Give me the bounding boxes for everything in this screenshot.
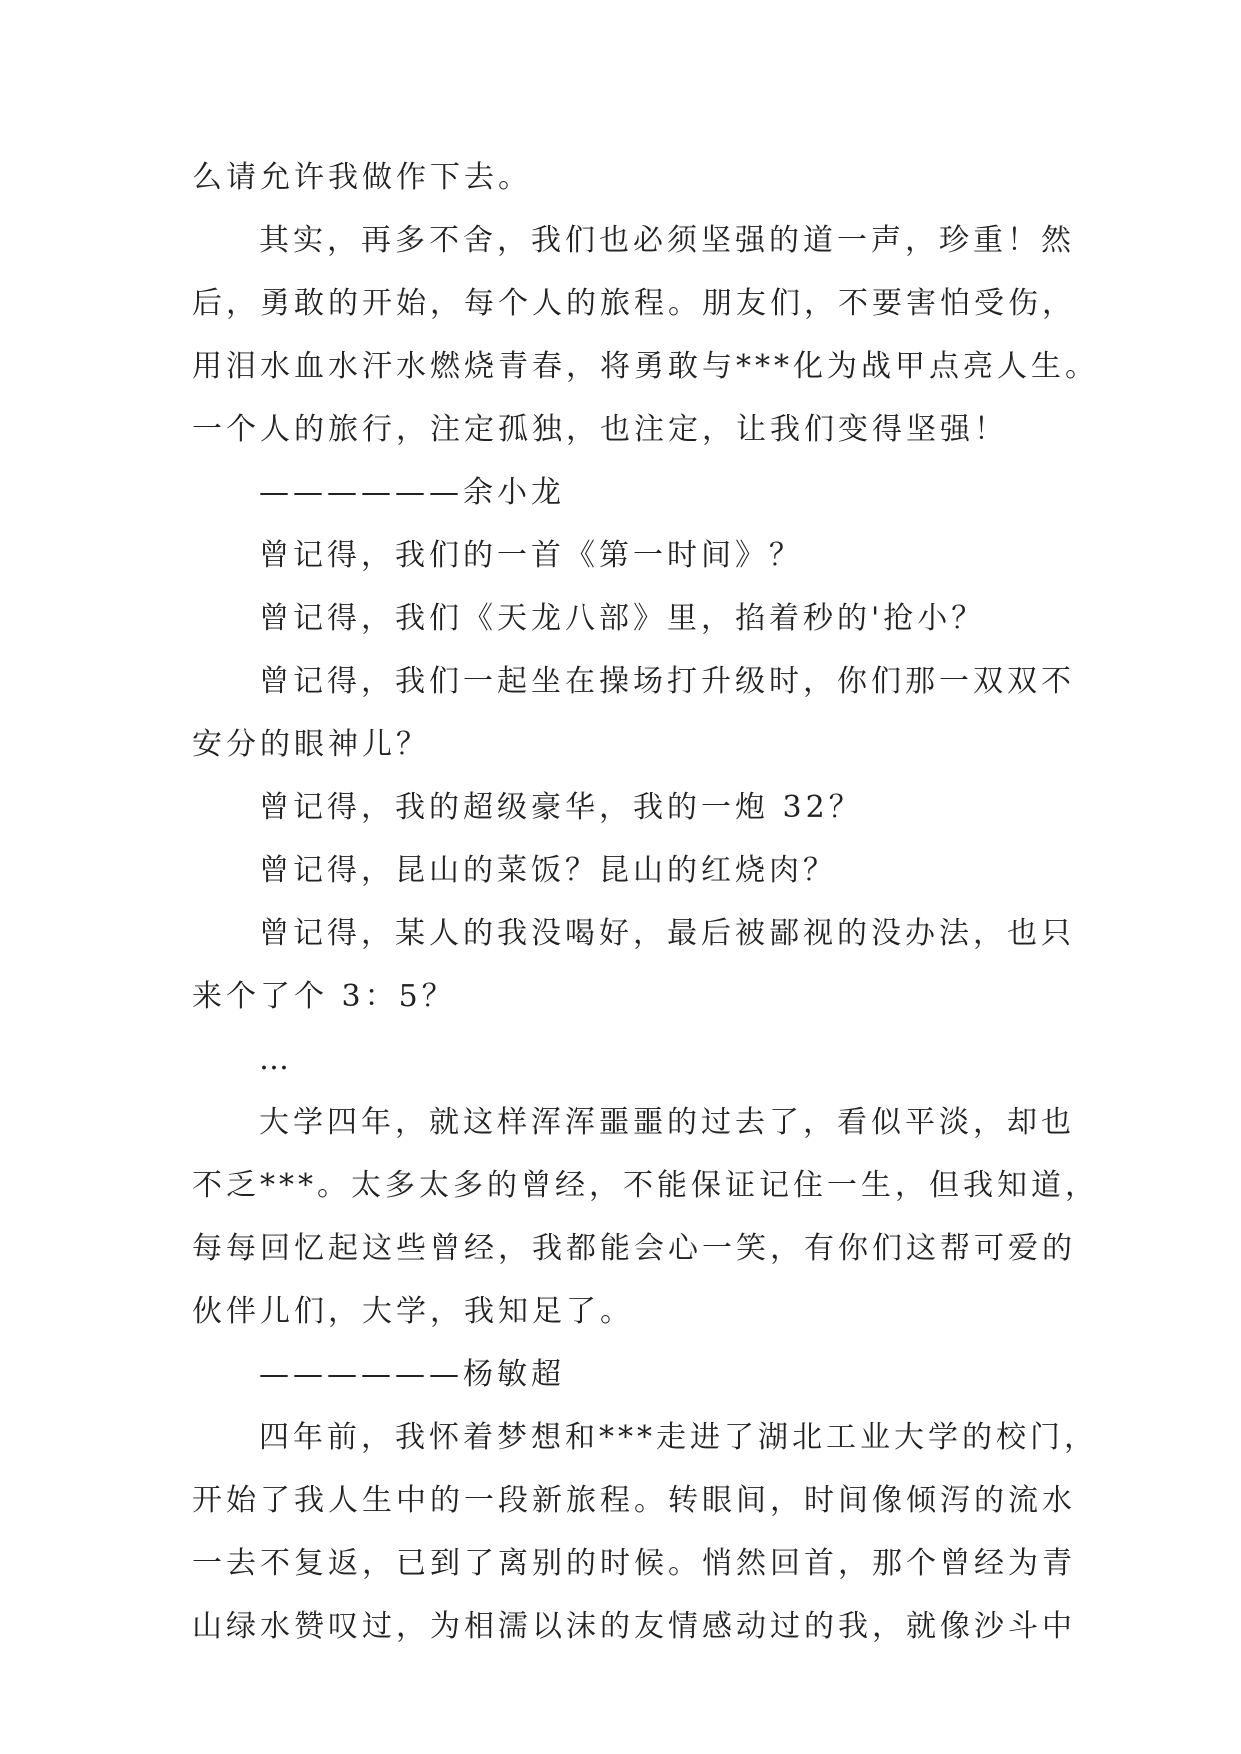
- text-line: 四年前，我怀着梦想和***走进了湖北工业大学的校门，: [259, 1420, 1098, 1455]
- ellipsis-line: …: [259, 1042, 293, 1077]
- text-line: 曾记得，我们《天龙八部》里，掐着秒的'抢小？: [259, 601, 986, 636]
- text-line: 曾记得，某人的我没喝好，最后被鄙视的没办法，也只: [259, 916, 1075, 951]
- text-line: 其实，再多不舍，我们也必须坚强的道一声，珍重！然: [259, 223, 1075, 258]
- author-signature: ——————余小龙: [259, 475, 565, 510]
- text-line: 后，勇敢的开始，每个人的旅程。朋友们，不要害怕受伤，: [192, 286, 1076, 321]
- text-line: 么请允许我做作下去。: [192, 160, 532, 195]
- text-line: 曾记得，昆山的菜饭？昆山的红烧肉？: [259, 853, 837, 888]
- text-line: 来个了个 3：5？: [192, 979, 456, 1014]
- text-line: 一个人的旅行，注定孤独，也注定，让我们变得坚强！: [192, 412, 1008, 447]
- text-line: 伙伴儿们，大学，我知足了。: [192, 1294, 634, 1329]
- text-line: 开始了我人生中的一段新旅程。转眼间，时间像倾泻的流水: [192, 1483, 1076, 1518]
- text-line: 安分的眼神儿？: [192, 727, 430, 762]
- text-line: 山绿水赞叹过，为相濡以沫的友情感动过的我，就像沙斗中: [192, 1609, 1076, 1644]
- author-signature: ——————杨敏超: [259, 1357, 565, 1392]
- text-line: 曾记得，我的超级豪华，我的一炮 32？: [259, 790, 863, 825]
- text-line: 一去不复返，已到了离别的时候。悄然回首，那个曾经为青: [192, 1546, 1076, 1581]
- document-body: [192, 146, 1099, 1658]
- text-line: 曾记得，我们一起坐在操场打升级时，你们那一双双不: [259, 664, 1075, 699]
- text-line: 每每回忆起这些曾经，我都能会心一笑，有你们这帮可爱的: [192, 1231, 1076, 1266]
- text-line: 用泪水血水汗水燃烧青春，将勇敢与***化为战甲点亮人生。: [192, 349, 1099, 384]
- text-line: 大学四年，就这样浑浑噩噩的过去了，看似平淡，却也: [259, 1105, 1075, 1140]
- text-line: 不乏***。太多太多的曾经，不能保证记住一生，但我知道，: [192, 1168, 1099, 1203]
- text-line: 曾记得，我们的一首《第一时间》？: [259, 538, 803, 573]
